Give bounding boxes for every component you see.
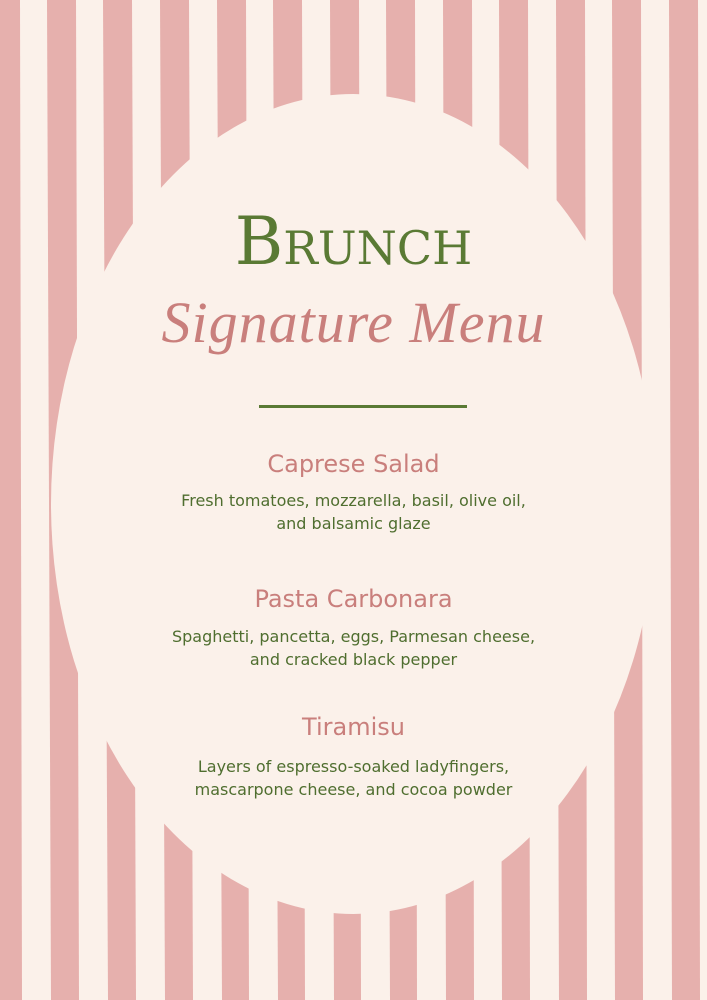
menu-item-name: Pasta Carbonara [254, 585, 453, 613]
menu-item-name: Tiramisu [302, 713, 405, 741]
menu-item-description [100, 625, 607, 671]
menu-subtitle: Signature Menu [161, 290, 546, 355]
menu-item-description-line: Spaghetti, pancetta, eggs, Parmesan cheese, [171, 627, 536, 646]
menu-item-description-line: Fresh tomatoes, mozzarella, basil, olive oil, [181, 491, 526, 510]
menu-item-description-line: Layers of espresso-soaked ladyfingers, [197, 757, 510, 776]
menu-item-description [100, 489, 607, 535]
menu-title: Brunch [234, 203, 473, 280]
title-divider [259, 405, 467, 408]
menu-item-name: Caprese Salad [267, 450, 440, 478]
menu-item-description-line: mascarpone cheese, and cocoa powder [194, 780, 513, 799]
menu-item-description-line: and cracked black pepper [249, 650, 458, 669]
menu-item-description-line: and balsamic glaze [276, 514, 431, 533]
menu-item-description [100, 755, 607, 801]
